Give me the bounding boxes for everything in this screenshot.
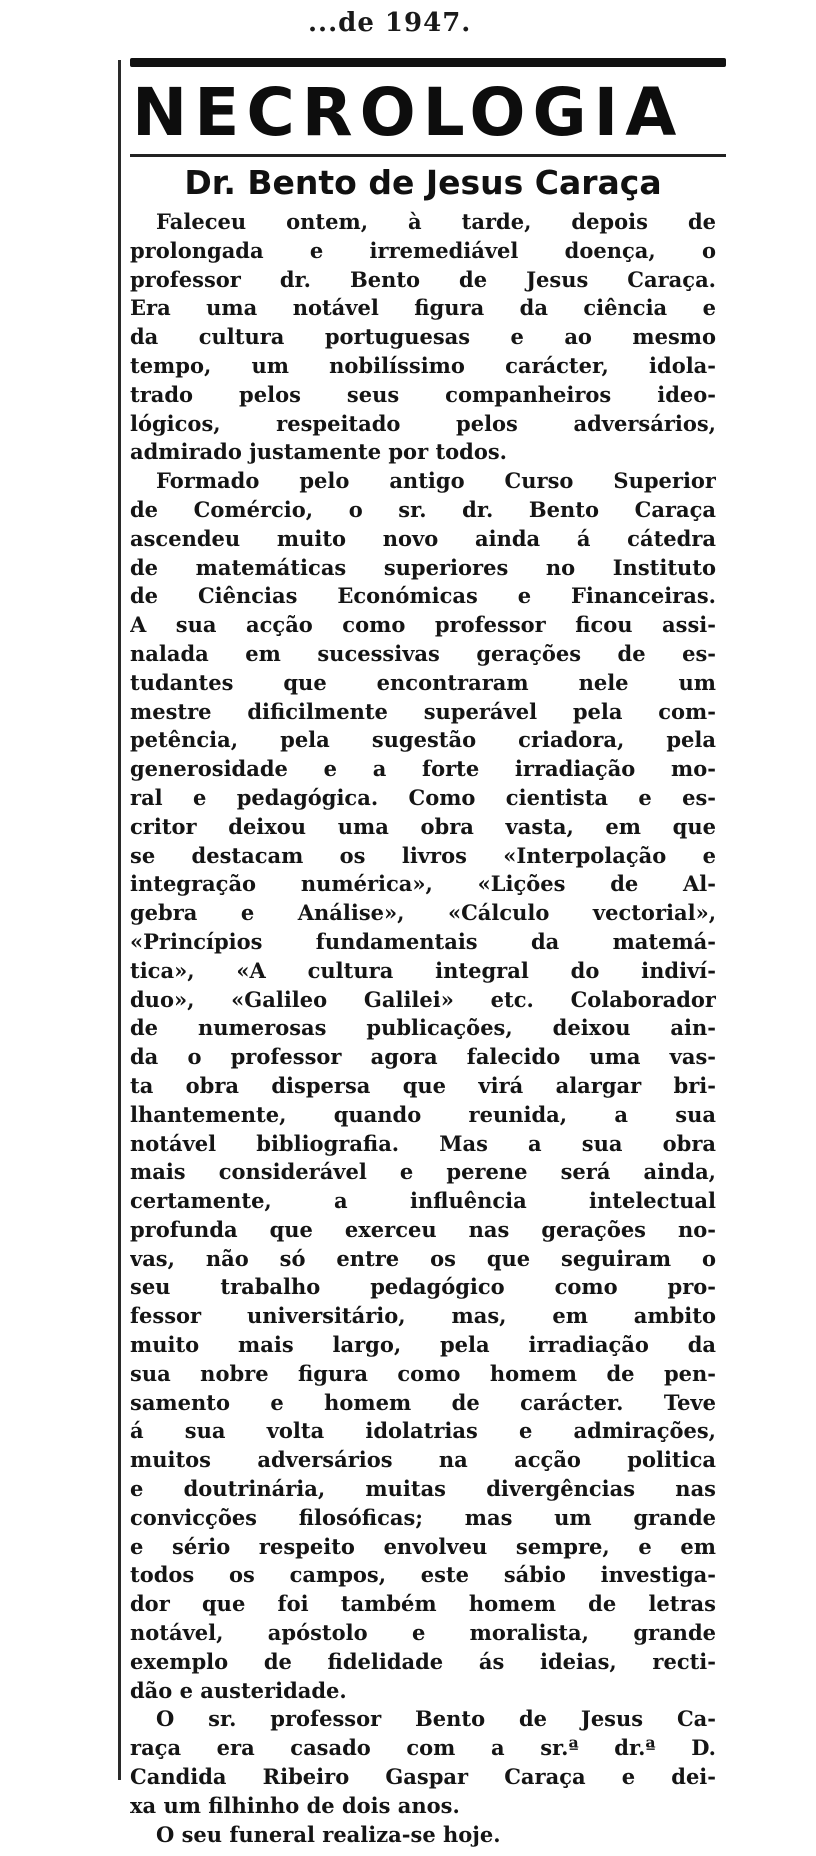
article-line: raça era casado com a sr.ª dr.ª D. xyxy=(130,1735,716,1761)
article-line: lhantemente, quando reunida, a sua xyxy=(130,1101,716,1127)
article-line: muitos adversários na acção politica xyxy=(130,1447,716,1473)
top-rule xyxy=(130,58,726,67)
article-line: gebra e Análise», «Cálculo vectorial», xyxy=(130,900,716,926)
title-rule xyxy=(130,154,726,157)
article-line: se destacam os livros «Interpolação e xyxy=(130,842,716,868)
article-line: admirado justamente por todos. xyxy=(130,439,507,465)
article-line: A sua acção como professor ficou assi- xyxy=(130,612,716,638)
article-line: convicções filosóficas; mas um grande xyxy=(130,1504,716,1530)
article-line: muito mais largo, pela irradiação da xyxy=(130,1332,716,1358)
article-line: mais considerável e perene será ainda, xyxy=(130,1159,716,1185)
article-line: vas, não só entre os que seguiram o xyxy=(130,1245,716,1271)
article-line: tudantes que encontraram nele um xyxy=(130,669,716,695)
article-line: da cultura portuguesas e ao mesmo xyxy=(130,324,716,350)
clipping-left-edge xyxy=(118,60,121,1780)
article-line: fessor universitário, mas, em ambito xyxy=(130,1303,716,1329)
article-line: nalada em sucessivas gerações de es- xyxy=(130,640,716,666)
article-line: samento e homem de carácter. Teve xyxy=(130,1389,716,1415)
article-line: tempo, um nobilíssimo carácter, idola- xyxy=(130,352,716,378)
article-line: tica», «A cultura integral do indiví- xyxy=(130,957,716,983)
article-line: notável bibliografia. Mas a sua obra xyxy=(130,1130,716,1156)
article-line: generosidade e a forte irradiação mo- xyxy=(130,756,716,782)
newspaper-clipping xyxy=(118,0,728,1856)
article-line: da o professor agora falecido uma vas- xyxy=(130,1044,716,1070)
article-line: Faleceu ontem, à tarde, depois de xyxy=(156,209,716,234)
article-line: de numerosas publicações, deixou ain- xyxy=(130,1015,716,1041)
article-body xyxy=(130,208,716,1849)
article-line: ascendeu muito novo ainda á cátedra xyxy=(130,525,716,551)
article-line: O seu funeral realiza-se hoje. xyxy=(156,1821,501,1847)
article-line: e sério respeito envolveu sempre, e em xyxy=(130,1533,716,1559)
article-line: Candida Ribeiro Gaspar Caraça e dei- xyxy=(130,1764,716,1790)
article-line: exemplo de fidelidade ás ideias, recti- xyxy=(130,1648,716,1674)
article-line: de Ciências Económicas e Financeiras. xyxy=(130,583,716,609)
article-line: certamente, a influência intelectual xyxy=(130,1188,716,1214)
article-line: de Comércio, o sr. dr. Bento Caraça xyxy=(130,496,716,522)
article-line: ral e pedagógica. Como cientista e es- xyxy=(130,784,716,810)
section-title: NECROLOGIA xyxy=(132,74,684,151)
article-line: todos os campos, este sábio investiga- xyxy=(130,1562,716,1588)
article-line: Era uma notável figura da ciência e xyxy=(130,295,716,321)
article-line: integração numérica», «Lições de Al- xyxy=(130,871,716,897)
article-line: ta obra dispersa que virá alargar bri- xyxy=(130,1072,716,1098)
article-line: trado pelos seus companheiros ideo- xyxy=(130,381,716,407)
article-line: dor que foi também homem de letras xyxy=(130,1591,716,1617)
date-fragment: ...de 1947. xyxy=(308,8,472,38)
article-line: O sr. professor Bento de Jesus Ca- xyxy=(156,1706,716,1732)
article-line: critor deixou uma obra vasta, em que xyxy=(130,813,716,839)
article-line: á sua volta idolatrias e admirações, xyxy=(130,1418,716,1444)
article-line: prolongada e irremediável doença, o xyxy=(130,237,716,263)
article-line: Formado pelo antigo Curso Superior xyxy=(156,468,716,494)
article-line: dão e austeridade. xyxy=(130,1677,347,1703)
article-line: lógicos, respeitado pelos adversários, xyxy=(130,410,716,436)
article-line: notável, apóstolo e moralista, grande xyxy=(130,1620,716,1646)
article-line: seu trabalho pedagógico como pro- xyxy=(130,1274,716,1300)
article-line: sua nobre figura como homem de pen- xyxy=(130,1360,716,1386)
article-line: mestre dificilmente superável pela com- xyxy=(130,698,716,724)
article-line: petência, pela sugestão criadora, pela xyxy=(130,727,716,753)
article-line: e doutrinária, muitas divergências nas xyxy=(130,1476,716,1502)
article-line: professor dr. Bento de Jesus Caraça. xyxy=(130,266,716,292)
article-line: «Princípios fundamentais da matemá- xyxy=(130,928,716,954)
article-line: duo», «Galileo Galilei» etc. Colaborador xyxy=(130,986,716,1012)
subject-name: Dr. Bento de Jesus Caraça xyxy=(184,163,662,202)
article-line: profunda que exerceu nas gerações no- xyxy=(130,1216,716,1242)
article-line: xa um filhinho de dois anos. xyxy=(130,1792,460,1818)
article-line: de matemáticas superiores no Instituto xyxy=(130,554,716,580)
